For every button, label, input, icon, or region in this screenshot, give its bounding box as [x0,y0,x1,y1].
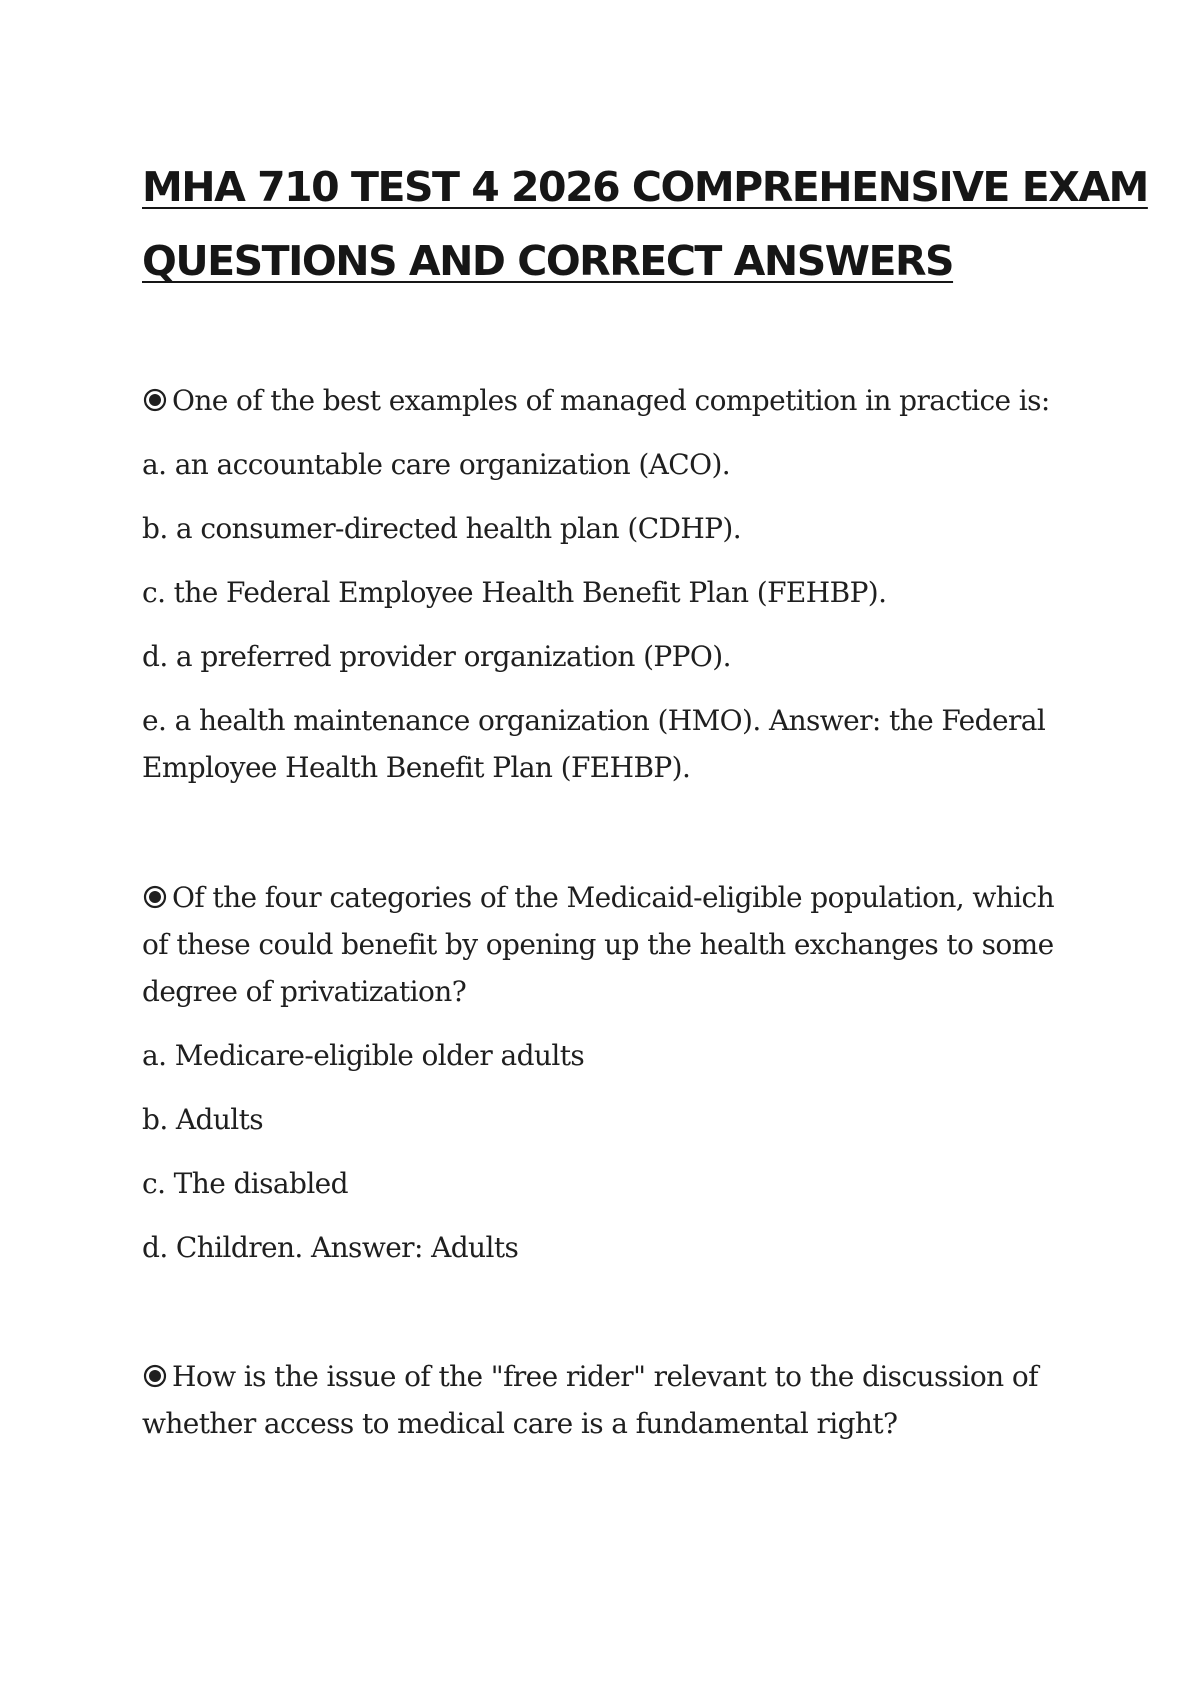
question-1 [142,377,1062,791]
question-stem: How is the issue of the "free rider" relevant to the discussion of whether access to medical care is a fundamental right? [142,1360,1038,1440]
radio-bullet-icon [142,1363,168,1389]
radio-bullet-icon [142,884,168,910]
question-stem: One of the best examples of managed competition in practice is: [142,377,1062,424]
page-title [142,150,1148,298]
question-stem: Of the four categories of the Medicaid-eligible population, which of these could benefit by opening up the health exchanges to some degree of privatization? [142,881,1055,1008]
answer-option: a. Medicare-eligible older adults [142,1039,585,1072]
answer-option: a. an accountable care organization (ACO). [142,448,731,481]
answer-option: c. The disabled [142,1167,348,1200]
question-3 [142,1353,1062,1447]
radio-bullet-icon [142,387,168,413]
title-line-2: QUESTIONS AND CORRECT ANSWERS [142,237,954,285]
answer-option: b. Adults [142,1103,264,1136]
title-line-1: MHA 710 TEST 4 2026 COMPREHENSIVE EXAM [142,163,1148,211]
answer-option: b. a consumer-directed health plan (CDHP). [142,512,742,545]
question-2 [142,874,1062,1271]
answer-option: e. a health maintenance organization (HMO). Answer: the Federal Employee Health Benefit Plan (FEHBP). [142,704,1046,784]
answer-option: d. Children. Answer: Adults [142,1231,519,1264]
answer-option: c. the Federal Employee Health Benefit Plan (FEHBP). [142,576,887,609]
answer-option: d. a preferred provider organization (PPO). [142,640,731,673]
